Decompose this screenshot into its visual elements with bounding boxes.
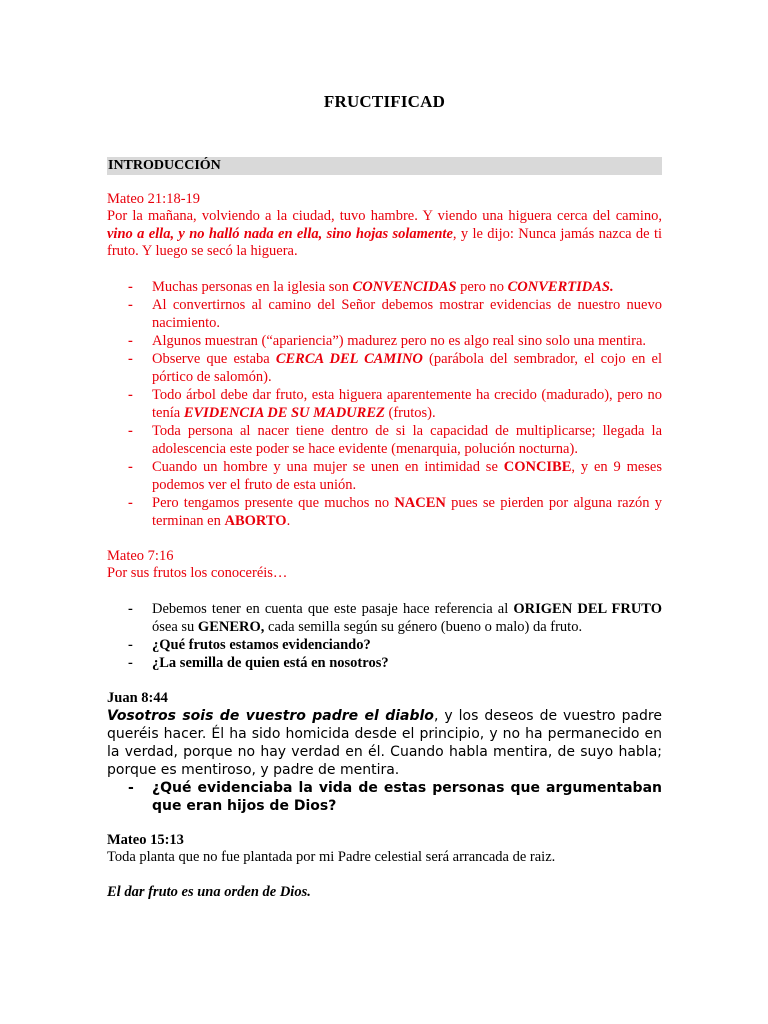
scripture-text-emphasis: vino a ella, y no halló nada en ella, sino hojas solamente — [107, 225, 453, 242]
item-emphasis: ABORTO — [224, 512, 287, 529]
item-text: Observe que estaba — [152, 350, 276, 367]
item-text: (frutos). — [384, 404, 436, 421]
item-text: ¿Qué frutos estamos evidenciando? — [152, 637, 371, 653]
bullet-dash: - — [128, 458, 133, 475]
list-item — [107, 278, 662, 296]
scripture-text-part: , y los deseos de vuestro padre queréis hacer. Él ha sido homicida desde el principio, y no ha permanecido en la verdad, porque no hay verdad en él. Cuando habla mentira, de suyo habla; porque es mentiroso, y padre de mentira. — [107, 708, 662, 778]
bullet-list — [107, 278, 662, 530]
closing-statement: El dar fruto es una orden de Dios. — [107, 883, 311, 900]
item-text: , y en 9 meses podemos ver el fruto de esta unión. — [152, 458, 662, 493]
item-emphasis: NACEN — [394, 494, 446, 511]
scripture-reference: Mateo 7:16 — [107, 547, 174, 564]
item-emphasis: ORIGEN DEL FRUTO — [513, 601, 662, 617]
scripture-reference: Mateo 21:18-19 — [107, 191, 201, 207]
item-text: Al convertirnos al camino del Señor debemos mostrar evidencias de nuestro nuevo nacimiento. — [152, 296, 662, 331]
list-item — [107, 654, 662, 672]
scripture-text-part: , y le dijo: Nunca jamás nazca de ti fruto. Y luego se secó la higuera. — [107, 225, 663, 259]
item-text: . — [286, 512, 291, 529]
item-text: (parábola del sembrador, el cojo en el pórtico de salomón). — [152, 350, 662, 385]
list-item — [107, 636, 662, 654]
item-emphasis: GENERO, — [197, 619, 265, 635]
list-item — [107, 422, 662, 458]
item-text: Cuando un hombre y una mujer se unen en intimidad se — [152, 458, 504, 475]
item-text: ósea su — [152, 619, 198, 635]
item-text: pero no — [456, 278, 508, 295]
list-item — [107, 458, 662, 494]
item-emphasis: CERCA DEL CAMINO — [275, 350, 423, 367]
list-item — [107, 296, 662, 332]
bullet-dash: - — [128, 278, 133, 295]
list-item — [107, 350, 662, 386]
item-text: Algunos muestran (“apariencia”) madurez pero no es algo real sino solo una mentira. — [152, 332, 647, 349]
list-item — [107, 779, 662, 815]
item-emphasis: CONVENCIDAS — [352, 278, 457, 295]
scripture-text-emphasis: Vosotros sois de vuestro padre el diablo — [107, 708, 434, 724]
scripture-reference: Mateo 15:13 — [107, 832, 184, 848]
list-item — [107, 600, 662, 636]
item-text: Pero tengamos presente que muchos no — [152, 494, 395, 511]
block-mateo-15 — [107, 832, 662, 901]
document-body — [107, 92, 662, 901]
item-text: Toda persona al nacer tiene dentro de si la capacidad de multiplicarse; llegada la adolescencia este poder se hace evidente (menarquia, polución nocturna). — [152, 422, 662, 457]
bullet-dash: - — [128, 494, 133, 511]
bullet-dash: - — [128, 296, 133, 313]
bullet-dash: - — [128, 350, 133, 367]
item-text: ¿Qué evidenciaba la vida de estas personas que argumentaban que eran hijos de Dios? — [152, 780, 662, 814]
bullet-dash: - — [128, 637, 133, 653]
block-mateo-21 — [107, 191, 662, 530]
scripture-text-part: Por la mañana, volviendo a la ciudad, tuvo hambre. Y viendo una higuera cerca del camino, — [107, 208, 662, 224]
item-text: cada semilla según su género (bueno o malo) da fruto. — [264, 619, 583, 635]
scripture-text: Toda planta que no fue plantada por mi Padre celestial será arrancada de raiz. — [107, 849, 556, 865]
block-mateo-7 — [107, 548, 662, 673]
item-emphasis: EVIDENCIA DE SU MADUREZ — [183, 404, 385, 421]
page-title: FRUCTIFICAD — [323, 92, 446, 111]
list-item — [107, 494, 662, 530]
scripture-text: Por sus frutos los conoceréis… — [107, 564, 288, 581]
block-juan-8 — [107, 690, 662, 815]
item-text: ¿La semilla de quien está en nosotros? — [152, 655, 389, 671]
bullet-dash: - — [128, 332, 133, 349]
item-text: Todo árbol debe dar fruto, esta higuera aparentemente ha crecido (madurado), pero no tenía — [152, 386, 662, 421]
scripture-reference: Juan 8:44 — [107, 690, 168, 706]
bullet-dash: - — [128, 601, 133, 617]
list-item — [107, 386, 662, 422]
item-text: pues se pierden por alguna razón y terminan en — [152, 494, 662, 529]
item-text: Debemos tener en cuenta que este pasaje hace referencia al — [152, 601, 514, 617]
bullet-list — [107, 779, 662, 815]
list-item — [107, 332, 662, 350]
item-emphasis: CONVERTIDAS. — [507, 278, 614, 295]
item-emphasis: CONCIBE — [503, 458, 572, 475]
bullet-dash: - — [128, 780, 134, 796]
section-heading: INTRODUCCIÓN — [107, 157, 662, 175]
scripture-text — [107, 707, 662, 779]
bullet-dash: - — [128, 386, 133, 403]
bullet-dash: - — [128, 422, 133, 439]
bullet-dash: - — [128, 655, 133, 671]
bullet-list — [107, 600, 662, 672]
scripture-text — [107, 208, 662, 261]
item-text: Muchas personas en la iglesia son — [152, 278, 353, 295]
